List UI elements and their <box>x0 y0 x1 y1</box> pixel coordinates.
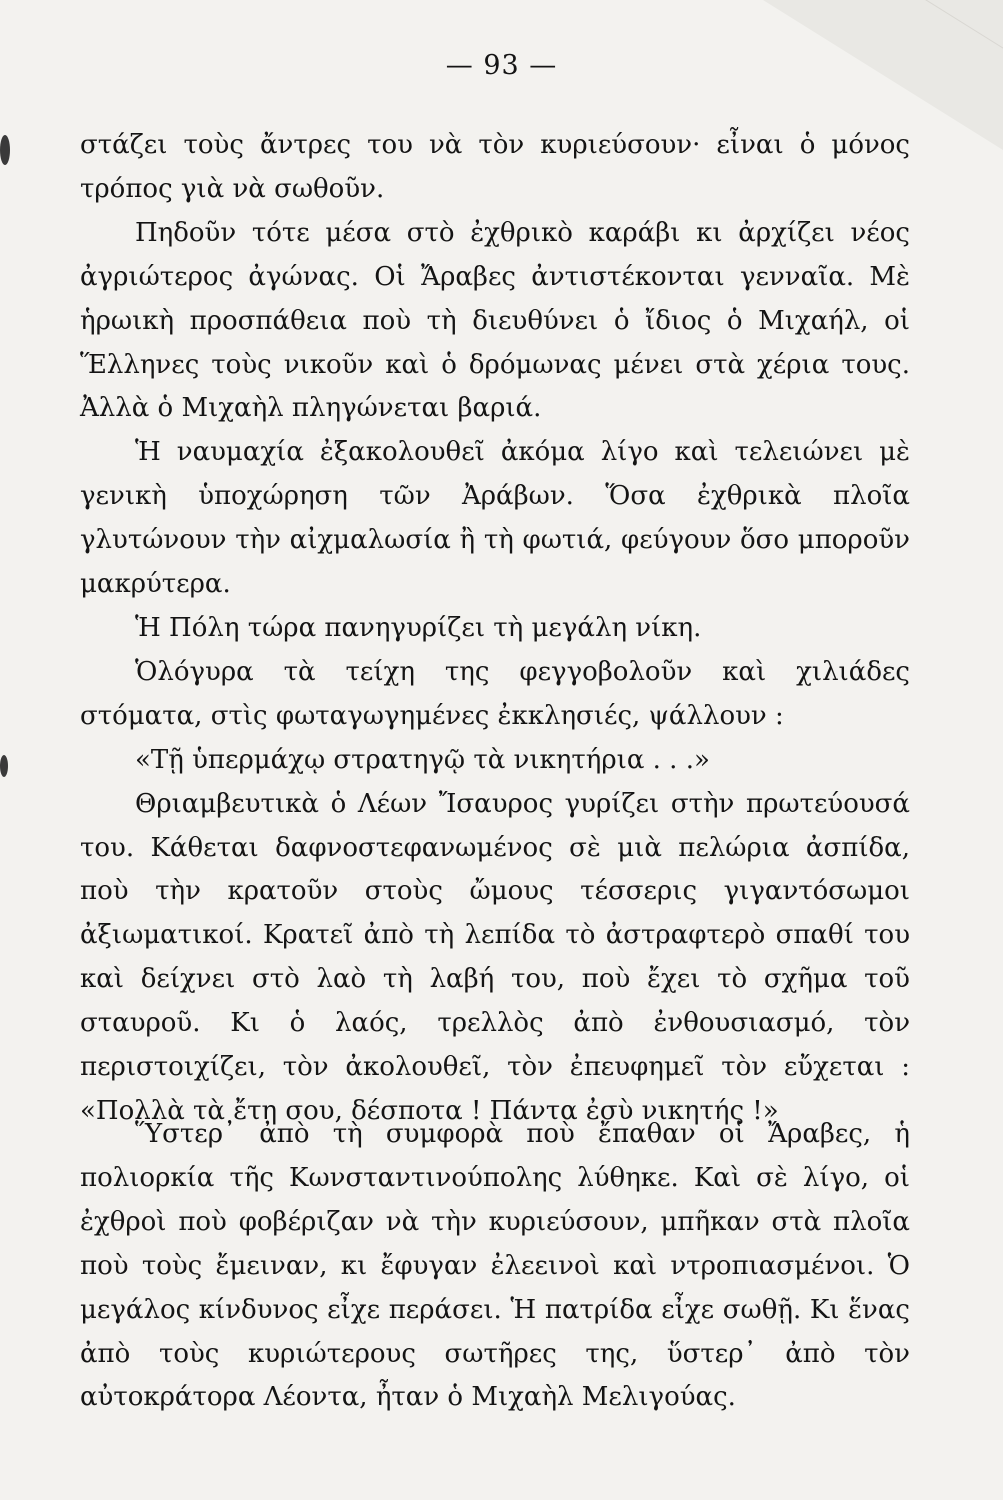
paragraph: Ὕστερ᾽ ἀπὸ τὴ συμφορὰ ποὺ ἔπαθαν οἱ Ἄραβες, ἡ πολιορκία τῆς Κωνσταντινούπολης λύθηκε. Καὶ σὲ λίγο, οἱ ἐχθροὶ ποὺ φοβέριζαν νὰ τὴν κυριεύσουν, μπῆκαν στὰ πλοῖα ποὺ τοὺς ἔμειναν, κι ἔφυγαν ἐλεεινοὶ καὶ ντροπιασμένοι. Ὁ μεγάλος κίνδυνος εἶχε περάσει. Ἡ πατρίδα εἶχε σωθῇ. Κι ἕνας ἀπὸ τοὺς κυριώτερους σωτῆρες της, ὕστερ᾽ ἀπὸ τὸν αὐτοκράτορα Λέοντα, ἦταν ὁ Μιχαὴλ Μελιγούας. <box>80 1119 910 1413</box>
paragraph: Ἡ Πόλη τώρα πανηγυρίζει τὴ μεγάλη νίκη. <box>135 612 702 643</box>
paragraph: Ἡ ναυμαχία ἐξακολουθεῖ ἀκόμα λίγο καὶ τελειώνει μὲ γενικὴ ὑποχώρηση τῶν Ἀράβων. Ὅσα ἐχθρικὰ πλοῖα γλυτώνουν τὴν αἰχμαλωσία ἢ τὴ φωτιά, φεύγουν ὅσο μποροῦν μακρύτερα. <box>80 437 910 600</box>
scan-speck <box>0 135 10 165</box>
scan-speck <box>0 755 8 777</box>
text-block-closing <box>80 1113 910 1420</box>
paragraph: στάζει τοὺς ἄντρες του νὰ τὸν κυριεύσουν· εἶναι ὁ μόνος τρόπος γιὰ νὰ σωθοῦν. <box>80 130 910 204</box>
page-number: — 93 — <box>445 50 558 81</box>
paragraph: «Τῇ ὑπερμάχῳ στρατηγῷ τὰ νικητήρια . . .» <box>135 744 710 775</box>
paragraph: Πηδοῦν τότε μέσα στὸ ἐχθρικὸ καράβι κι ἀρχίζει νέος ἀγριώτερος ἀγώνας. Οἱ Ἄραβες ἀντιστέκονται γενναῖα. Μὲ ἡρωικὴ προσπάθεια ποὺ τὴ διευθύνει ὁ ἴδιος ὁ Μιχαήλ, οἱ Ἕλληνες τοὺς νικοῦν καὶ ὁ δρόμωνας μένει στὰ χέρια τους. Ἀλλὰ ὁ Μιχαὴλ πληγώνεται βαριά. <box>80 217 910 424</box>
paragraph: Θριαμβευτικὰ ὁ Λέων Ἴσαυρος γυρίζει στὴν πρωτεύουσά του. Κάθεται δαφνοστεφανωμένος σὲ μιὰ πελώρια ἀσπίδα, ποὺ τὴν κρατοῦν στοὺς ὤμους τέσσερις γιγαντόσωμοι ἀξιωματικοί. Κρατεῖ ἀπὸ τὴ λεπίδα τὸ ἀστραφτερὸ σπαθί του καὶ δείχνει στὸ λαὸ τὴ λαβή του, ποὺ ἔχει τὸ σχῆμα τοῦ σταυροῦ. Κι ὁ λαός, τρελλὸς ἀπὸ ἐνθουσιασμό, τὸν περιστοιχίζει, τὸν ἀκολουθεῖ, τὸν ἐπευφημεῖ τὸν εὔχεται : «Πολλὰ τὰ ἔτη σου, δέσποτα ! Πάντα ἐσὺ νικητής !» <box>80 788 910 1126</box>
text-block-main <box>80 124 910 1134</box>
paragraph: Ὁλόγυρα τὰ τείχη της φεγγοβολοῦν καὶ χιλιάδες στόματα, στὶς φωταγωγημένες ἐκκλησιές, ψάλλουν : <box>80 656 910 731</box>
